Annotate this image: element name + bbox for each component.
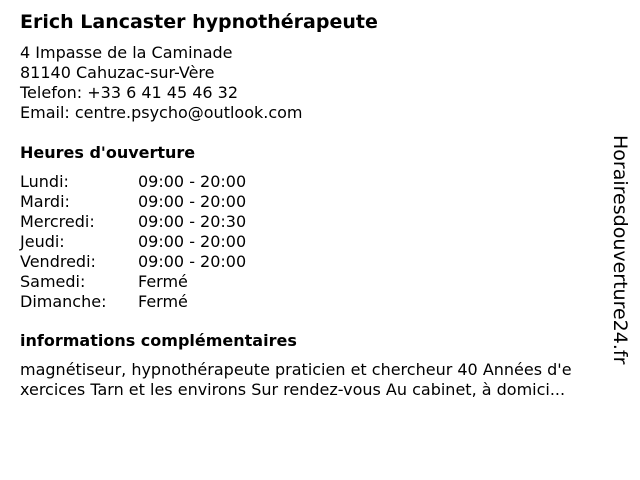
info-line-2: xercices Tarn et les environs Sur rendez-vous Au cabinet, à domici... (20, 380, 566, 399)
day-label: Jeudi: (20, 232, 65, 251)
hours-row-thursday (20, 232, 620, 252)
hours-row-friday (20, 252, 620, 272)
day-label: Vendredi: (20, 252, 96, 271)
day-hours: 09:00 - 20:30 (138, 212, 247, 231)
email-line: Email: centre.psycho@outlook.com (20, 103, 303, 122)
day-hours: 09:00 - 20:00 (138, 172, 247, 191)
info-line-1: magnétiseur, hypnothérapeute praticien et chercheur 40 Années d'e (20, 360, 572, 379)
address-line-1: 4 Impasse de la Caminade (20, 43, 233, 62)
day-hours: Fermé (138, 292, 188, 311)
site-watermark: Horairesdouverture24.fr (609, 135, 631, 365)
day-hours: Fermé (138, 272, 188, 291)
hours-row-monday (20, 172, 620, 192)
day-hours: 09:00 - 20:00 (138, 252, 247, 271)
hours-row-tuesday (20, 192, 620, 212)
day-label: Dimanche: (20, 292, 107, 311)
day-label: Mercredi: (20, 212, 95, 231)
day-label: Samedi: (20, 272, 86, 291)
day-hours: 09:00 - 20:00 (138, 192, 247, 211)
hours-row-saturday (20, 272, 620, 292)
info-heading: informations complémentaires (20, 331, 297, 350)
day-label: Mardi: (20, 192, 70, 211)
address-line-2: 81140 Cahuzac-sur-Vère (20, 63, 215, 82)
business-name: Erich Lancaster hypnothérapeute (20, 11, 378, 33)
business-card (20, 10, 620, 400)
day-hours: 09:00 - 20:00 (138, 232, 247, 251)
hours-table (20, 172, 620, 312)
hours-row-sunday (20, 292, 620, 312)
phone-line: Telefon: +33 6 41 45 46 32 (20, 83, 239, 102)
info-description (20, 360, 620, 400)
hours-heading: Heures d'ouverture (20, 143, 196, 162)
hours-row-wednesday (20, 212, 620, 232)
day-label: Lundi: (20, 172, 69, 191)
